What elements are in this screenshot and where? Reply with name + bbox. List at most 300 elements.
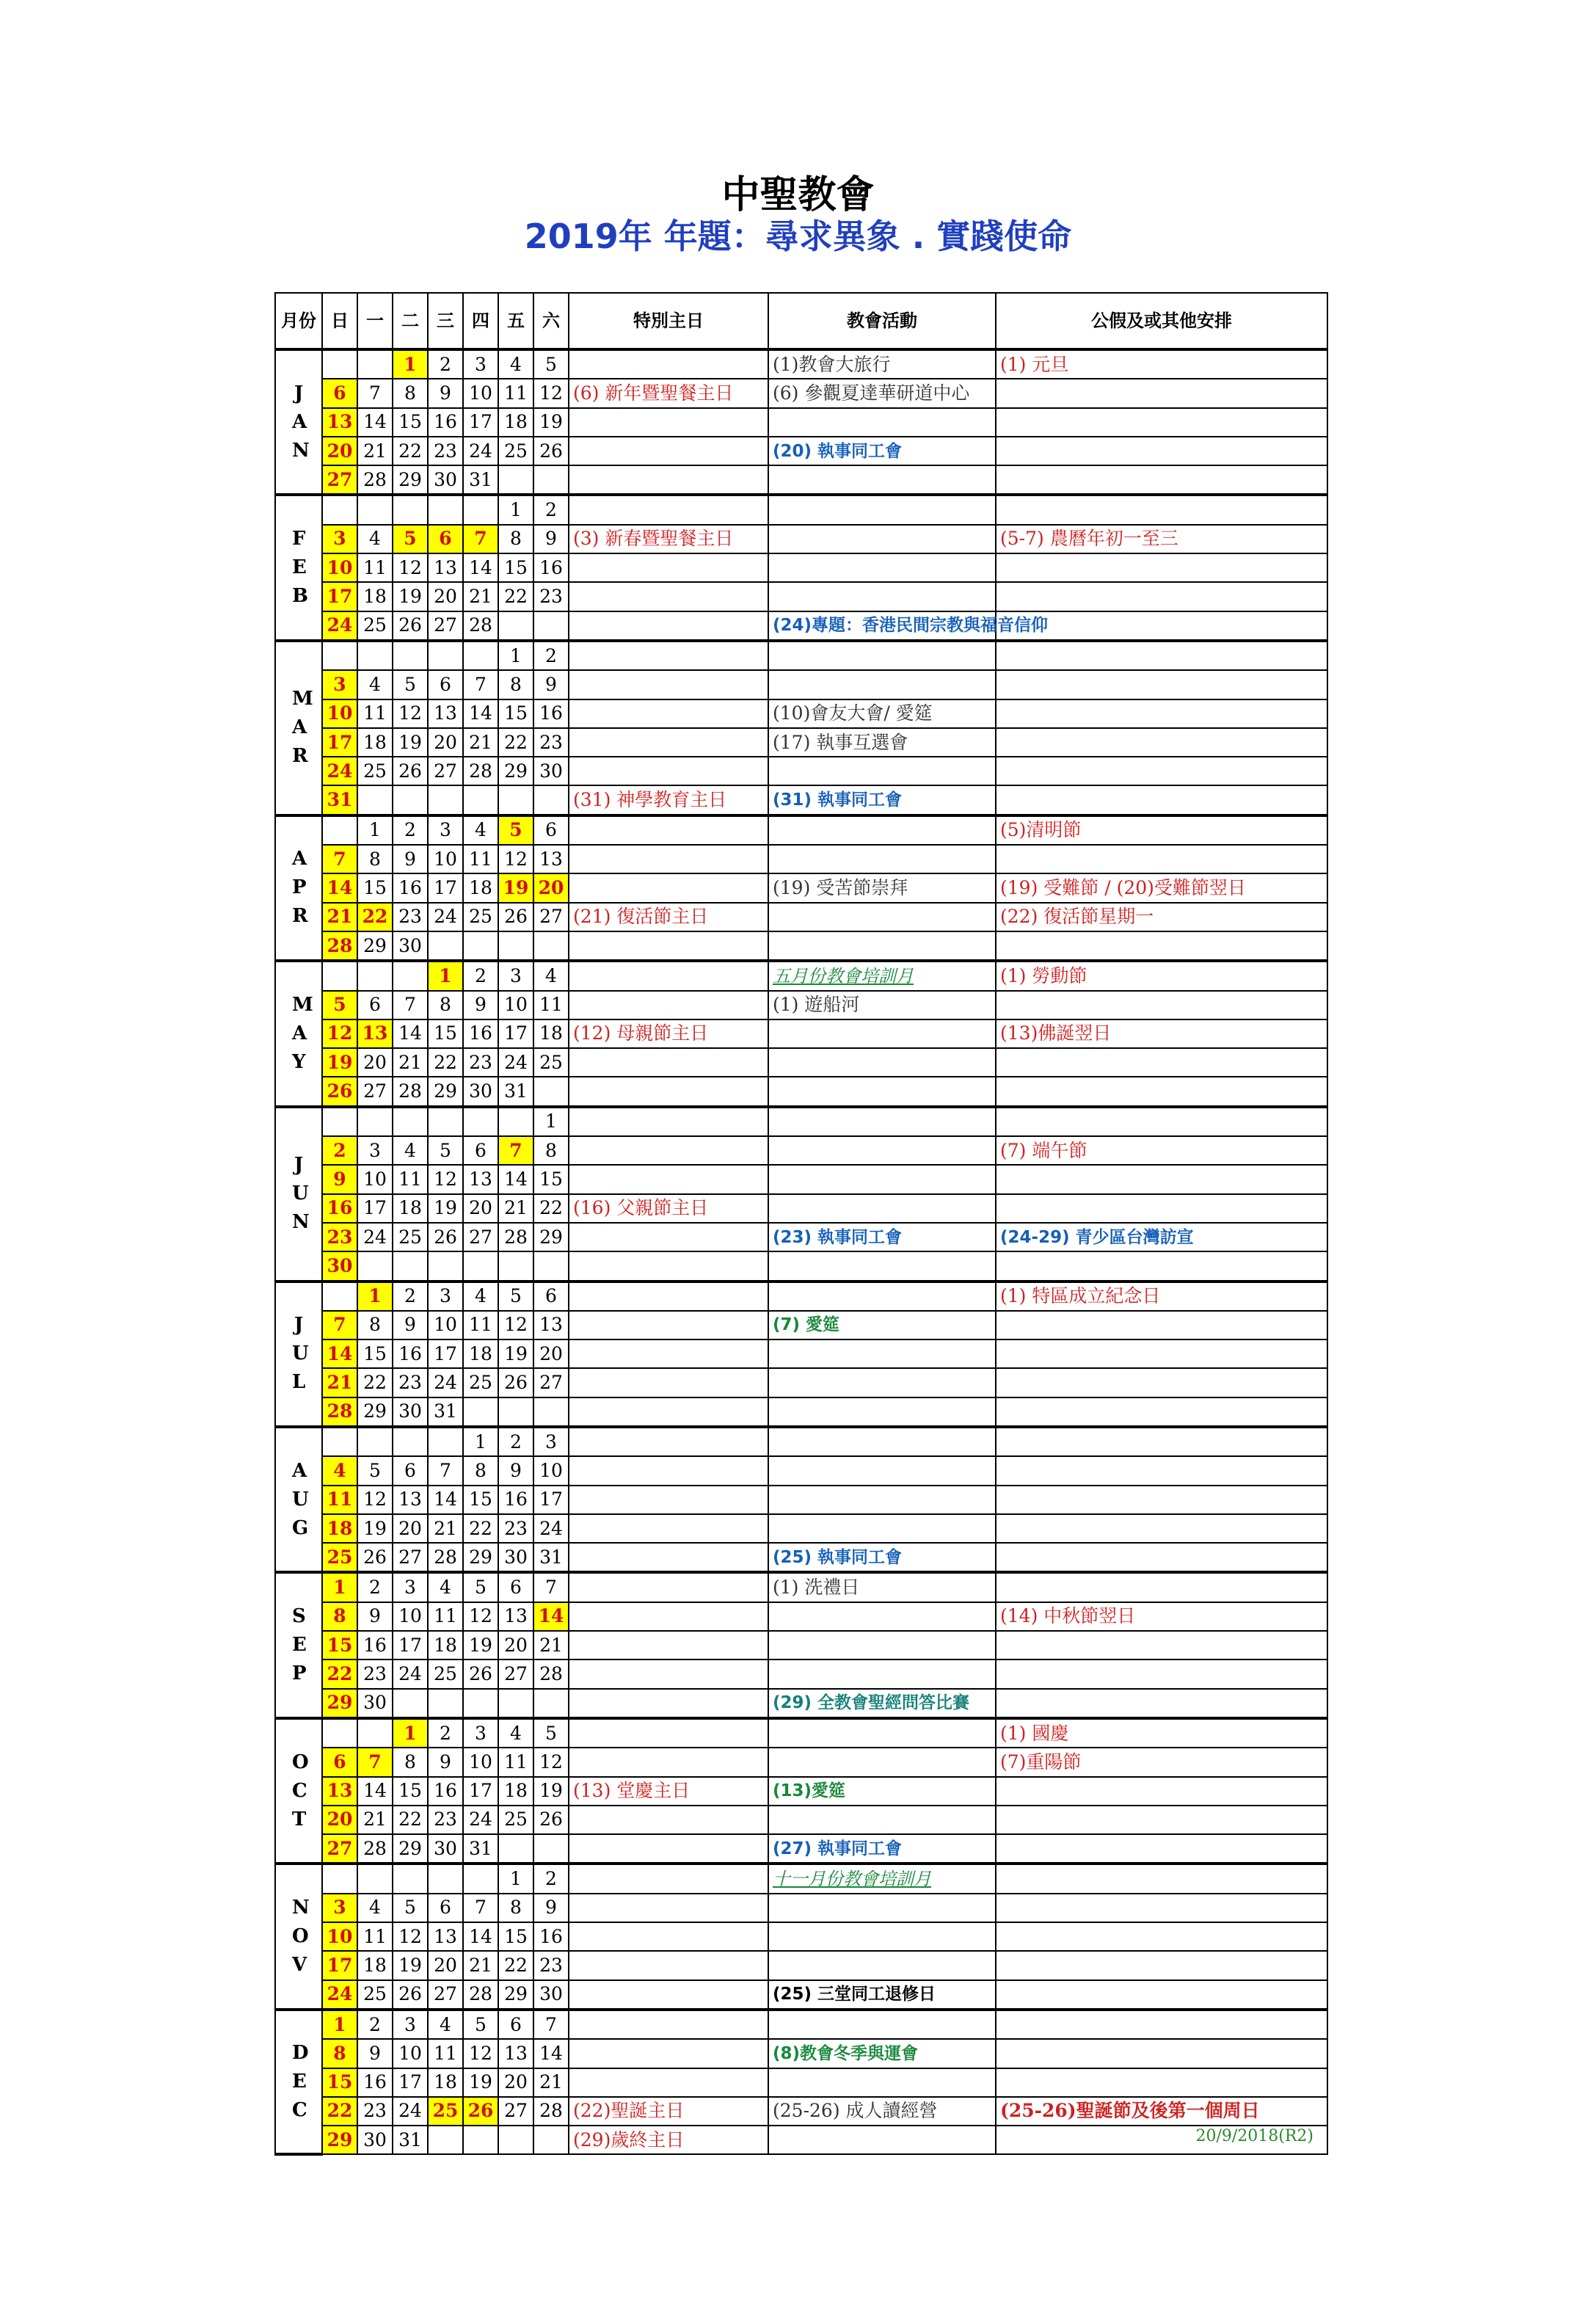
day-cell: 31 — [463, 1834, 498, 1864]
week-row — [275, 1660, 1327, 1688]
day-cell: 2 — [357, 2010, 393, 2039]
day-cell: 10 — [533, 1456, 569, 1485]
day-cell: 15 — [498, 699, 533, 728]
holiday-cell: (5-7) 農曆年初一至三 — [996, 525, 1327, 553]
day-cell: 19 — [393, 1951, 428, 1980]
day-cell: 25 — [428, 2097, 463, 2126]
church-activity-cell — [768, 1456, 996, 1485]
day-cell: 5 — [533, 349, 569, 379]
day-cell: 12 — [322, 1019, 357, 1048]
day-cell: 16 — [463, 1019, 498, 1048]
day-cell: 3 — [322, 525, 357, 553]
header-weekday-tue: 二 — [393, 293, 428, 349]
day-cell: 25 — [357, 757, 393, 785]
church-activity-cell — [768, 1397, 996, 1427]
day-cell: 10 — [393, 1602, 428, 1631]
holiday-cell — [996, 1894, 1327, 1922]
month-name: SEP — [291, 1605, 307, 1685]
special-sunday-cell — [569, 991, 768, 1019]
page-title: 中聖教會 — [721, 173, 875, 217]
day-cell: 18 — [322, 1514, 357, 1543]
day-cell — [533, 2126, 569, 2154]
day-cell — [322, 1427, 357, 1456]
special-sunday-cell: (21) 復活節主日 — [569, 903, 768, 931]
day-cell: 4 — [393, 1136, 428, 1165]
day-cell — [393, 1864, 428, 1893]
day-cell: 13 — [498, 2039, 533, 2068]
week-row — [275, 1223, 1327, 1251]
day-cell — [357, 785, 393, 815]
holiday-cell — [996, 582, 1327, 611]
church-activity-cell — [768, 408, 996, 437]
day-cell — [428, 1427, 463, 1456]
holiday-cell — [996, 1514, 1327, 1543]
day-cell: 10 — [322, 1922, 357, 1951]
day-cell: 8 — [393, 1748, 428, 1776]
day-cell: 26 — [463, 1660, 498, 1688]
day-cell: 7 — [533, 1572, 569, 1602]
day-cell: 19 — [357, 1514, 393, 1543]
day-cell: 4 — [428, 2010, 463, 2039]
day-cell: 9 — [533, 525, 569, 553]
day-cell: 27 — [322, 465, 357, 495]
special-sunday-cell — [569, 495, 768, 524]
day-cell: 23 — [533, 1951, 569, 1980]
day-cell: 30 — [393, 1397, 428, 1427]
day-cell: 25 — [322, 1543, 357, 1572]
day-cell: 25 — [463, 903, 498, 931]
holiday-cell — [996, 1864, 1327, 1893]
day-cell — [322, 815, 357, 845]
day-cell: 17 — [428, 1339, 463, 1368]
day-cell: 25 — [463, 1368, 498, 1397]
day-cell: 25 — [498, 437, 533, 465]
church-activity-cell — [768, 465, 996, 495]
day-cell: 19 — [463, 2068, 498, 2097]
special-sunday-cell — [569, 1631, 768, 1660]
day-cell — [463, 931, 498, 961]
week-row — [275, 931, 1327, 961]
day-cell: 21 — [463, 582, 498, 611]
day-cell: 18 — [357, 582, 393, 611]
holiday-cell — [996, 1922, 1327, 1951]
day-cell: 24 — [322, 757, 357, 785]
church-activity-cell — [768, 1339, 996, 1368]
day-cell: 9 — [428, 379, 463, 407]
church-activity-cell — [768, 1368, 996, 1397]
day-cell — [322, 1107, 357, 1136]
holiday-cell: (5)清明節 — [996, 815, 1327, 845]
day-cell: 28 — [322, 1397, 357, 1427]
church-activity-cell — [768, 1486, 996, 1514]
day-cell — [463, 1251, 498, 1281]
day-cell: 5 — [498, 1282, 533, 1311]
day-cell: 27 — [533, 1368, 569, 1397]
day-cell: 11 — [428, 2039, 463, 2068]
church-activity-cell — [768, 1806, 996, 1834]
day-cell: 28 — [463, 611, 498, 641]
day-cell: 3 — [393, 1572, 428, 1602]
day-cell: 29 — [393, 1834, 428, 1864]
day-cell: 9 — [498, 1456, 533, 1485]
day-cell — [428, 2126, 463, 2154]
church-activity-cell: (27) 執事同工會 — [768, 1834, 996, 1864]
special-sunday-cell — [569, 1718, 768, 1748]
day-cell: 17 — [533, 1486, 569, 1514]
month-label — [275, 815, 322, 961]
week-row — [275, 2039, 1327, 2068]
month-name: JUL — [291, 1314, 309, 1394]
church-activity-cell: (1) 洗禮日 — [768, 1572, 996, 1602]
day-cell: 6 — [393, 1456, 428, 1485]
day-cell: 4 — [357, 1894, 393, 1922]
month-label — [275, 641, 322, 815]
week-row — [275, 873, 1327, 902]
day-cell: 22 — [428, 1048, 463, 1077]
church-activity-cell: 十一月份教會培訓月 — [768, 1864, 996, 1893]
day-cell: 15 — [322, 1631, 357, 1660]
month-name: MAR — [291, 688, 313, 768]
month-name: FEB — [291, 528, 308, 608]
day-cell — [463, 2126, 498, 2154]
day-cell: 7 — [393, 991, 428, 1019]
day-cell: 13 — [357, 1019, 393, 1048]
holiday-cell — [996, 785, 1327, 815]
week-row — [275, 1922, 1327, 1951]
day-cell: 21 — [498, 1194, 533, 1223]
day-cell: 3 — [322, 1894, 357, 1922]
day-cell: 22 — [498, 1951, 533, 1980]
day-cell: 2 — [533, 495, 569, 524]
day-cell: 29 — [428, 1077, 463, 1106]
header-row — [275, 293, 1327, 349]
special-sunday-cell — [569, 1748, 768, 1776]
day-cell: 5 — [463, 1572, 498, 1602]
day-cell: 26 — [393, 757, 428, 785]
day-cell: 25 — [428, 1660, 463, 1688]
day-cell: 11 — [463, 1311, 498, 1339]
church-activity-cell — [768, 1427, 996, 1456]
day-cell — [357, 495, 393, 524]
month-name: AUG — [291, 1459, 309, 1539]
day-cell: 16 — [533, 1922, 569, 1951]
day-cell: 24 — [463, 1806, 498, 1834]
special-sunday-cell: (13) 堂慶主日 — [569, 1777, 768, 1806]
day-cell — [322, 1282, 357, 1311]
month-name: JUN — [291, 1154, 310, 1234]
day-cell: 18 — [463, 873, 498, 902]
special-sunday-cell — [569, 1136, 768, 1165]
day-cell — [357, 961, 393, 990]
day-cell: 21 — [322, 1368, 357, 1397]
day-cell: 12 — [393, 553, 428, 582]
day-cell — [498, 1397, 533, 1427]
day-cell: 7 — [428, 1456, 463, 1485]
day-cell: 20 — [322, 1806, 357, 1834]
day-cell: 8 — [498, 525, 533, 553]
day-cell: 23 — [393, 903, 428, 931]
church-activity-cell: (25) 三堂同工退修日 — [768, 1980, 996, 2010]
day-cell: 4 — [463, 815, 498, 845]
day-cell: 2 — [322, 1136, 357, 1165]
day-cell: 17 — [428, 873, 463, 902]
church-activity-cell — [768, 525, 996, 553]
week-row — [275, 1048, 1327, 1077]
church-activity-cell: (25) 執事同工會 — [768, 1543, 996, 1572]
holiday-cell — [996, 845, 1327, 873]
special-sunday-cell — [569, 1427, 768, 1456]
holiday-cell — [996, 495, 1327, 524]
day-cell: 1 — [393, 349, 428, 379]
day-cell: 6 — [428, 670, 463, 699]
day-cell: 10 — [498, 991, 533, 1019]
week-row — [275, 815, 1327, 845]
day-cell: 20 — [428, 1951, 463, 1980]
holiday-cell — [996, 1048, 1327, 1077]
church-activity-cell — [768, 1019, 996, 1048]
week-row — [275, 1019, 1327, 1048]
church-activity-cell — [768, 1922, 996, 1951]
day-cell: 31 — [428, 1397, 463, 1427]
day-cell: 11 — [428, 1602, 463, 1631]
day-cell — [393, 641, 428, 670]
week-row — [275, 1689, 1327, 1718]
day-cell: 16 — [428, 408, 463, 437]
day-cell: 18 — [498, 408, 533, 437]
day-cell: 29 — [498, 757, 533, 785]
day-cell — [498, 2126, 533, 2154]
day-cell: 30 — [463, 1077, 498, 1106]
header-month: 月份 — [275, 293, 322, 349]
week-row — [275, 1572, 1327, 1602]
day-cell: 21 — [357, 1806, 393, 1834]
day-cell: 7 — [322, 845, 357, 873]
day-cell: 26 — [428, 1223, 463, 1251]
week-row — [275, 1368, 1327, 1397]
day-cell: 29 — [357, 1397, 393, 1427]
church-activity-cell — [768, 495, 996, 524]
day-cell: 31 — [533, 1543, 569, 1572]
day-cell: 11 — [322, 1486, 357, 1514]
holiday-cell — [996, 408, 1327, 437]
day-cell: 18 — [428, 1631, 463, 1660]
day-cell: 25 — [393, 1223, 428, 1251]
day-cell: 2 — [533, 1864, 569, 1893]
day-cell: 4 — [498, 1718, 533, 1748]
church-activity-cell: (1)教會大旅行 — [768, 349, 996, 379]
day-cell: 15 — [393, 1777, 428, 1806]
day-cell: 29 — [533, 1223, 569, 1251]
day-cell: 1 — [357, 1282, 393, 1311]
day-cell: 16 — [393, 1339, 428, 1368]
special-sunday-cell — [569, 757, 768, 785]
church-activity-cell — [768, 1660, 996, 1688]
day-cell: 18 — [357, 1951, 393, 1980]
day-cell — [428, 785, 463, 815]
holiday-cell — [996, 1631, 1327, 1660]
special-sunday-cell — [569, 1282, 768, 1311]
day-cell: 26 — [393, 611, 428, 641]
day-cell: 26 — [357, 1543, 393, 1572]
holiday-cell: (7)重陽節 — [996, 1748, 1327, 1776]
day-cell: 23 — [357, 2097, 393, 2126]
day-cell: 26 — [533, 1806, 569, 1834]
church-activity-cell — [768, 582, 996, 611]
day-cell: 5 — [357, 1456, 393, 1485]
holiday-cell — [996, 1456, 1327, 1485]
day-cell: 20 — [533, 1339, 569, 1368]
day-cell: 28 — [357, 1834, 393, 1864]
holiday-cell — [996, 670, 1327, 699]
month-name: JAN — [291, 382, 310, 462]
day-cell: 7 — [533, 2010, 569, 2039]
day-cell: 15 — [428, 1019, 463, 1048]
day-cell: 10 — [463, 379, 498, 407]
special-sunday-cell: (29)歲終主日 — [569, 2126, 768, 2154]
church-activity-cell — [768, 553, 996, 582]
day-cell: 2 — [393, 1282, 428, 1311]
day-cell: 15 — [463, 1486, 498, 1514]
day-cell: 1 — [357, 815, 393, 845]
day-cell: 15 — [357, 1339, 393, 1368]
day-cell: 22 — [322, 1660, 357, 1688]
day-cell: 16 — [533, 553, 569, 582]
week-row — [275, 379, 1327, 407]
day-cell: 27 — [428, 757, 463, 785]
day-cell: 11 — [357, 699, 393, 728]
day-cell: 11 — [357, 553, 393, 582]
day-cell: 19 — [393, 582, 428, 611]
day-cell: 13 — [322, 408, 357, 437]
holiday-cell — [996, 1251, 1327, 1281]
day-cell: 9 — [357, 2039, 393, 2068]
day-cell: 11 — [498, 379, 533, 407]
day-cell: 28 — [533, 1660, 569, 1688]
day-cell: 28 — [428, 1543, 463, 1572]
week-row — [275, 525, 1327, 553]
week-row — [275, 1951, 1327, 1980]
month-name: NOV — [291, 1897, 310, 1977]
day-cell: 17 — [393, 1631, 428, 1660]
church-activity-cell: (25-26) 成人讀經營 — [768, 2097, 996, 2126]
day-cell: 18 — [498, 1777, 533, 1806]
special-sunday-cell — [569, 2010, 768, 2039]
day-cell: 6 — [498, 2010, 533, 2039]
day-cell: 16 — [533, 699, 569, 728]
week-row — [275, 1456, 1327, 1485]
header-weekday-thu: 四 — [463, 293, 498, 349]
day-cell: 23 — [357, 1660, 393, 1688]
day-cell — [533, 611, 569, 641]
day-cell: 11 — [393, 1165, 428, 1193]
special-sunday-cell — [569, 1311, 768, 1339]
day-cell: 3 — [393, 2010, 428, 2039]
day-cell: 10 — [357, 1165, 393, 1193]
day-cell: 21 — [463, 728, 498, 757]
holiday-cell — [996, 465, 1327, 495]
day-cell: 30 — [498, 1543, 533, 1572]
day-cell: 22 — [463, 1514, 498, 1543]
day-cell: 31 — [322, 785, 357, 815]
day-cell: 8 — [322, 1602, 357, 1631]
special-sunday-cell — [569, 699, 768, 728]
holiday-cell — [996, 2039, 1327, 2068]
day-cell: 9 — [393, 845, 428, 873]
day-cell: 31 — [463, 465, 498, 495]
holiday-cell — [996, 1572, 1327, 1602]
day-cell: 9 — [357, 1602, 393, 1631]
day-cell: 28 — [463, 757, 498, 785]
holiday-cell — [996, 1368, 1327, 1397]
month-label — [275, 1718, 322, 1864]
day-cell: 1 — [498, 1864, 533, 1893]
church-activity-cell — [768, 1048, 996, 1077]
day-cell: 12 — [393, 699, 428, 728]
day-cell: 24 — [357, 1223, 393, 1251]
day-cell: 17 — [393, 2068, 428, 2097]
day-cell: 6 — [533, 815, 569, 845]
week-row — [275, 1282, 1327, 1311]
week-row — [275, 641, 1327, 670]
special-sunday-cell — [569, 408, 768, 437]
day-cell: 2 — [463, 961, 498, 990]
day-cell: 10 — [428, 845, 463, 873]
day-cell: 21 — [428, 1514, 463, 1543]
day-cell: 29 — [322, 2126, 357, 2154]
day-cell: 24 — [322, 611, 357, 641]
day-cell: 4 — [322, 1456, 357, 1485]
month-label — [275, 961, 322, 1106]
calendar-body — [275, 349, 1327, 2154]
church-activity-cell — [768, 1107, 996, 1136]
day-cell: 12 — [533, 1748, 569, 1776]
day-cell: 8 — [322, 2039, 357, 2068]
day-cell: 18 — [463, 1339, 498, 1368]
day-cell: 27 — [498, 2097, 533, 2126]
day-cell: 20 — [357, 1048, 393, 1077]
day-cell: 7 — [463, 525, 498, 553]
day-cell: 30 — [393, 931, 428, 961]
church-activity-cell — [768, 1251, 996, 1281]
day-cell: 20 — [463, 1194, 498, 1223]
day-cell: 7 — [463, 670, 498, 699]
day-cell: 9 — [428, 1748, 463, 1776]
day-cell: 23 — [428, 1806, 463, 1834]
church-activity-cell — [768, 2126, 996, 2154]
special-sunday-cell — [569, 582, 768, 611]
holiday-cell — [996, 641, 1327, 670]
church-activity-cell — [768, 1951, 996, 1980]
day-cell — [393, 1251, 428, 1281]
church-activity-cell: (7) 愛筵 — [768, 1311, 996, 1339]
special-sunday-cell — [569, 1456, 768, 1485]
week-row — [275, 1864, 1327, 1893]
church-activity-cell — [768, 1748, 996, 1776]
day-cell: 6 — [322, 1748, 357, 1776]
week-row — [275, 495, 1327, 524]
day-cell: 22 — [393, 1806, 428, 1834]
day-cell: 10 — [393, 2039, 428, 2068]
special-sunday-cell — [569, 1107, 768, 1136]
month-label — [275, 1427, 322, 1572]
day-cell: 24 — [428, 903, 463, 931]
holiday-cell: (14) 中秋節翌日 — [996, 1602, 1327, 1631]
day-cell: 23 — [428, 437, 463, 465]
day-cell: 27 — [533, 903, 569, 931]
week-row — [275, 1427, 1327, 1456]
week-row — [275, 1834, 1327, 1864]
holiday-cell — [996, 553, 1327, 582]
